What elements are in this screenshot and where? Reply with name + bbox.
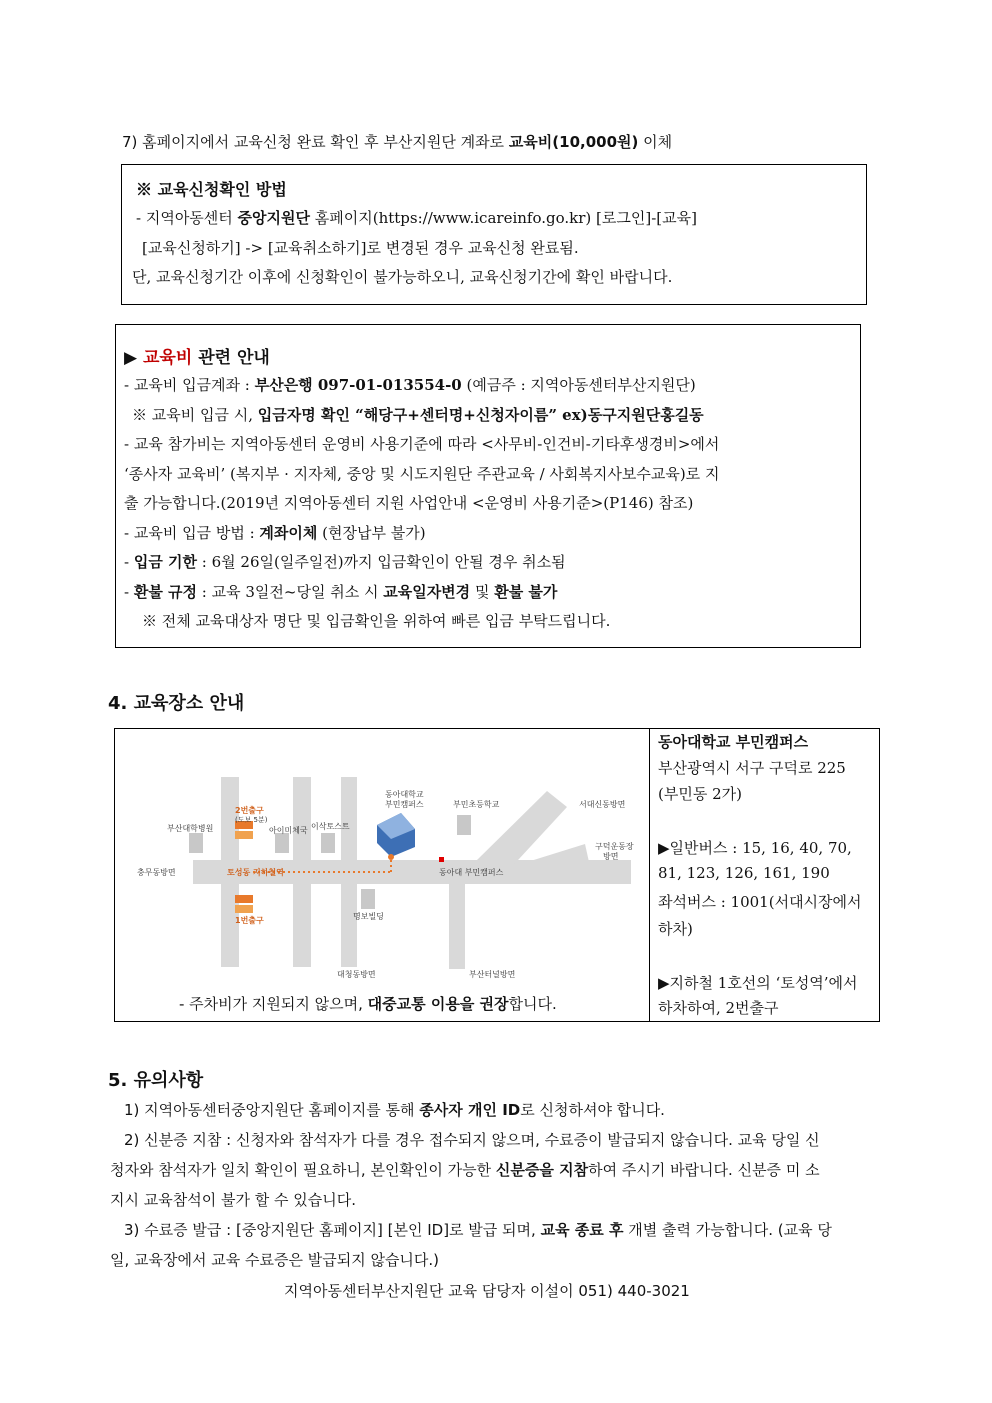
building-aimi: [275, 833, 289, 853]
map-label-daecheong: 대청동방면: [337, 970, 376, 979]
parking-note: - 주차비가 지원되지 않으며, 대중교통 이용을 권장합니다.: [179, 995, 557, 1013]
map-label-exit2: 2번출구: [235, 806, 264, 815]
fee-method: - 교육비 입금 방법 : 계좌이체 (현장납부 불가): [124, 524, 426, 542]
fee-title: ▶ 교육비 관련 안내: [124, 348, 270, 368]
exit1-icon: [235, 895, 253, 903]
fee-depositor-name: ※ 교육비 입금 시, 입금자명 확인 “해당구+센터명+신청자이름” ex)동구지원단홍길동: [132, 406, 704, 424]
map-label-myeongbo: 명보빌딩: [353, 912, 384, 921]
note-item-2-line1: 2) 신분증 지참 : 신청자와 참석자가 다를 경우 접수되지 않으며, 수료증이 발급되지 않습니다. 교육 당일 신: [124, 1131, 820, 1149]
map-label-tunnel: 부산터널방면: [469, 970, 516, 979]
venue-address-2: (부민동 2가): [658, 785, 742, 803]
building-isaetoast: [321, 833, 335, 853]
bus-stop-marker: [439, 857, 444, 862]
map-label-aimi: 아이미체국: [269, 826, 308, 835]
map-label-seodae: 서대신동방면: [579, 800, 626, 809]
map-label-gudeok: 구덕운동장: [595, 842, 634, 851]
seat-bus-line-1: 좌석버스 : 1001(서대시장에서: [658, 893, 862, 911]
fee-expense-line3: 출 가능합니다.(2019년 지역아동센터 지원 사업안내 <운영비 사용기준>(P146) 참조): [124, 494, 694, 512]
map-cell: [115, 729, 649, 1021]
map-label-bumin-school: 부민초등학교: [453, 800, 500, 809]
fee-expense-line2: ‘종사자 교육비’ (복지부 · 지자체, 중앙 및 시도지원단 주관교육 / 사회복지사보수교육)로 지: [124, 465, 720, 483]
fee-deadline: - 입금 기한 : 6월 26일(일주일전)까지 입금확인이 안될 경우 취소됨: [124, 553, 566, 571]
note-item-1: 1) 지역아동센터중앙지원단 홈페이지를 통해 종사자 개인 ID로 신청하셔야 합니다.: [124, 1101, 665, 1119]
location-table: [114, 728, 880, 1022]
fee-info-box: [115, 324, 861, 648]
map-label-donga: 동아대학교: [385, 790, 424, 799]
confirm-method-box: [121, 164, 867, 305]
fee-notice: ※ 전체 교육대상자 명단 및 입금확인을 위하여 빠른 입금 부탁드립니다.: [142, 612, 611, 630]
map-label-station: 토성동 지하철역: [227, 868, 284, 877]
map-label-exit2-walk: (도보 5분): [235, 816, 268, 824]
road-vertical-4: [449, 884, 465, 969]
map-label-chungmu: 충무동방면: [137, 868, 176, 877]
campus-marker: [388, 854, 394, 860]
building-bumin-school: [457, 815, 471, 835]
map-label-gudeok-2: 방면: [603, 852, 619, 861]
bus-line-2: 81, 123, 126, 161, 190: [658, 864, 830, 882]
fee-expense-line1: - 교육 참가비는 지역아동센터 운영비 사용기준에 따라 <사무비-인건비-기타후생경비>에서: [124, 435, 720, 453]
building-hospital: [189, 833, 203, 853]
confirm-line1: - 지역아동센터 중앙지원단 홈페이지(https://www.icareinfo.go.kr) [로그인]-[교육]: [136, 209, 697, 227]
location-map: [115, 729, 649, 1021]
section5-heading: 5. 유의사항: [108, 1070, 204, 1091]
fee-account: - 교육비 입금계좌 : 부산은행 097-01-013554-0 (예금주 : 지역아동센터부산지원단): [124, 376, 696, 394]
confirm-line3: 단, 교육신청기간 이후에 신청확인이 불가능하오니, 교육신청기간에 확인 바랍니다.: [132, 268, 673, 286]
seat-bus-line-2: 하차): [658, 920, 693, 938]
map-label-exit1: 1번출구: [235, 916, 264, 925]
bus-line-1: ▶일반버스 : 15, 16, 40, 70,: [658, 839, 852, 857]
location-info-cell: [650, 729, 879, 1021]
note-item-2-line3: 지시 교육참석이 불가 할 수 있습니다.: [110, 1191, 356, 1209]
confirm-title: ※ 교육신청확인 방법: [136, 180, 287, 199]
subway-line-2: 하차하여, 2번출구: [658, 999, 779, 1017]
building-myeongbo: [361, 889, 375, 909]
exit1-icon-b: [235, 905, 253, 913]
section4-heading: 4. 교육장소 안내: [108, 693, 245, 714]
note-item-3-line1: 3) 수료증 발급 : [중앙지원단 홈페이지] [본인 ID]로 발급 되며, 교육 종료 후 개별 출력 가능합니다. (교육 당: [124, 1221, 832, 1239]
map-label-bumin: 부민캠퍼스: [385, 800, 424, 809]
venue-name: 동아대학교 부민캠퍼스: [658, 733, 809, 751]
fee-refund: - 환불 규정 : 교육 3일전~당일 취소 시 교육일자변경 및 환불 불가: [124, 583, 558, 601]
note-item-2-line2: 청자와 참석자가 일치 확인이 필요하니, 본인확인이 가능한 신분증을 지참하여 주시기 바랍니다. 신분증 미 소: [110, 1161, 820, 1179]
map-label-campus-stop: 동아대 부민캠퍼스: [439, 868, 504, 877]
map-label-isaetoast: 이삭토스트: [311, 822, 350, 831]
subway-line-1: ▶지하철 1호선의 ‘토성역’에서: [658, 974, 858, 992]
confirm-line2: [교육신청하기] -> [교육취소하기]로 변경된 경우 교육신청 완료됨.: [142, 239, 579, 257]
contact-line: 지역아동센터부산지원단 교육 담당자 이설이 051) 440-3021: [284, 1282, 690, 1300]
note-item-3-line2: 일, 교육장에서 교육 수료증은 발급되지 않습니다.): [110, 1251, 440, 1269]
venue-address: 부산광역시 서구 구덕로 225: [658, 759, 846, 777]
map-label-hospital: 부산대학병원: [167, 824, 214, 833]
step7-line: 7) 홈페이지에서 교육신청 완료 확인 후 부산지원단 계좌로 교육비(10,000원) 이체: [122, 133, 673, 151]
exit2-icon-b: [235, 831, 253, 839]
